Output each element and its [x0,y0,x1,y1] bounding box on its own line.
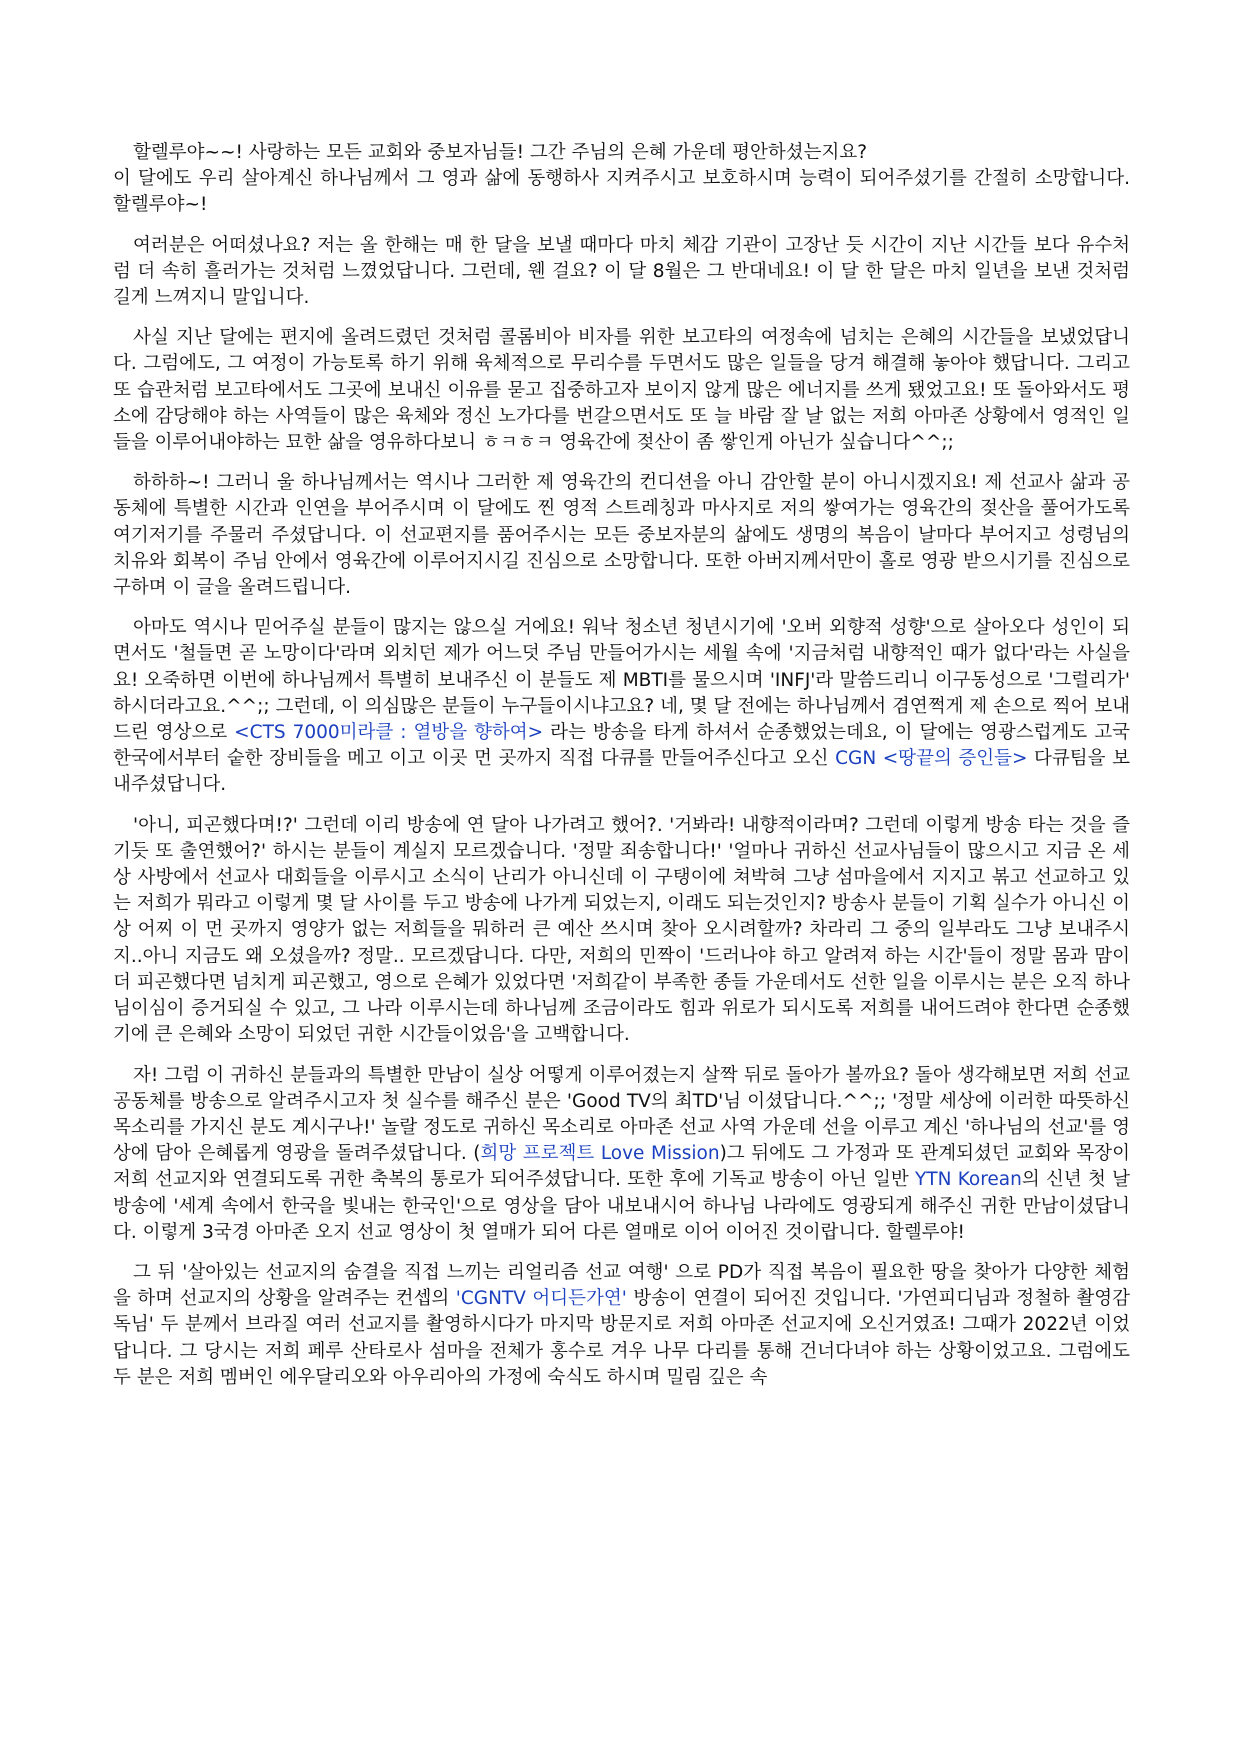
greeting-line-2: 이 달에도 우리 살아계신 하나님께서 그 영과 삶에 동행하사 지켜주시고 보호하시며 능력이 되어주셨기를 간절히 소망합니다. 할렐루야~! [113,168,1130,216]
paragraph-condition [113,470,1130,601]
paragraph-text: 아마도 역시나 믿어주실 분들이 많지는 않으실 거에요! 워낙 청소년 청년시기에 '오버 외향적 성향'으로 살아오다 성인이 되면서도 '철들면 곧 노망이다'라며 외치던 제가 어느덧 주님 만들어가시는 세월 속에 '지금처럼 내향적인 때가 없다'라는 사실을요! 오죽하면 이번에 하나님께서 특별히 보내주신 이 분들도 제 MBTI를 물으시며 'INFJ'라 말씀드리니 이구동성으로 '그럴리가' 하시더라고요.^^;; 그런데, 이 의심많은 분들이 누구들이시냐고요? 네, 몇 달 전에는 하나님께서 겸연쩍게 제 손으로 찍어 보내드린 영상으로 [113,617,1130,744]
ytn-korean-link[interactable]: YTN Korean [915,1169,1022,1191]
cgntv-anywhere-link[interactable]: 'CGNTV 어디든가연' [455,1288,627,1310]
paragraph-cgntv [113,1260,1130,1391]
cts-miracle-link[interactable]: <CTS 7000미라클 : 열방을 향하여> [234,722,544,744]
paragraph-text: 다큐팀을 보내주셨답니다. [113,748,1130,796]
paragraph-tired [113,813,1130,1049]
paragraph-media [113,615,1130,798]
paragraph-text: 방송이 연결이 되어진 것입니다. '가연피디님과 정철하 촬영감독님' 두 분께서 브라질 여러 선교지를 촬영하시다가 마지막 방문지로 저희 아마존 선교지에 오신거였죠! 그때가 2022년 이었답니다. 그 당시는 저희 페루 산타로사 섬마을 전체가 홍수로 겨우 나무 다리를 통해 건너다녀야 하는 상황이었고요. 그럼에도 두 분은 저희 멤버인 에우달리오와 아우리아의 가정에 숙식도 하시며 밀림 깊은 속 [113,1288,1130,1388]
paragraph-text: 자! 그럼 이 귀하신 분들과의 특별한 만남이 실상 어떻게 이루어졌는지 살짝 뒤로 돌아가 볼까요? 돌아 생각해보면 저희 선교 공동체를 방송으로 알려주시고자 첫 실수를 해주신 분은 'Good TV의 최TD'님 이셨답니다.^^;; '정말 세상에 이러한 따뜻하신 목소리를 가지신 분도 계시구나!' 놀랄 정도로 귀하신 목소리로 아마존 선교 사역 가운데 선을 이루고 계신 '하나님의 선교'를 영상에 담아 은혜롭게 영광을 돌려주셨답니다. ( [113,1064,1130,1165]
paragraph-text: 하하하~! 그러니 울 하나님께서는 역시나 그러한 제 영육간의 컨디션을 아니 감안할 분이 아니시겠지요! 제 선교사 삶과 공동체에 특별한 시간과 인연을 부어주시며 이 달에도 찐 영적 스트레칭과 마사지로 저의 쌓여가는 영육간의 젖산을 풀어가도록 여기저기를 주물러 주셨답니다. 이 선교편지를 품어주시는 모든 중보자분의 삶에도 생명의 복음이 날마다 부어지고 성령님의 치유와 회복이 주님 안에서 영육간에 이루어지시길 진심으로 소망합니다. 또한 아버지께서만이 홀로 영광 받으시기를 진심으로 구하며 이 글을 올려드립니다. [113,472,1130,599]
paragraph-text: 사실 지난 달에는 편지에 올려드렸던 것처럼 콜롬비아 비자를 위한 보고타의 여정속에 넘치는 은혜의 시간들을 보냈었답니다. 그럼에도, 그 여정이 가능토록 하기 위해 육체적으로 무리수를 두면서도 많은 일들을 당겨 해결해 놓아야 했답니다. 그리고 또 습관처럼 보고타에서도 그곳에 보내신 이유를 묻고 집중하고자 보이지 않게 많은 에너지를 쓰게 됐었고요! 또 돌아와서도 평소에 감당해야 하는 사역들이 많은 육체와 정신 노가다를 번갈으면서도 또 늘 바람 잘 날 없는 저희 아마존 상황에서 영적인 일들을 이루어내야하는 묘한 삶을 영유하다보니 ㅎㅋㅎㅋ 영육간에 젖산이 좀 쌓인게 아닌가 싶습니다^^;; [113,327,1130,454]
paragraph-text: 그 뒤 '살아있는 선교지의 숨결을 직접 느끼는 리얼리즘 선교 여행' 으로 PD가 직접 복음이 필요한 땅을 찾아가 다양한 체험을 하며 선교지의 상황을 알려주는 컨셉의 [113,1261,1130,1310]
paragraph-text: )그 뒤에도 그 가정과 또 관계되셨던 교회와 목장이 저희 선교지와 연결되도록 귀한 축복의 통로가 되어주셨답니다. 또한 후에 기독교 방송이 아닌 일반 [113,1143,1131,1191]
paragraph-text: 의 신년 첫 날 방송에 '세계 속에서 한국을 빛내는 한국인'으로 영상을 담아 내보내시어 하나님 나라에도 영광되게 해주신 귀한 만남이셨답니다. 이렇게 3국경 아마존 오지 선교 영상이 첫 열매가 되어 다른 열매로 이어 이어진 것이랍니다. 할렐루야! [113,1169,1130,1243]
paragraph-goodtv [113,1063,1130,1246]
paragraph-colombia [113,325,1130,456]
greeting-line-1: 할렐루야~~! 사랑하는 모든 교회와 중보자님들! 그간 주님의 은혜 가운데 평안하셨는지요? [133,142,868,163]
paragraph-greeting [113,140,1130,219]
cgn-witnesses-link[interactable]: CGN <땅끝의 증인들> [835,748,1028,770]
paragraph-text: '아니, 피곤했다며!?' 그런데 이리 방송에 연 달아 나가려고 했어?. '거봐라! 내향적이라며? 그런데 이렇게 방송 타는 것을 즐기듯 또 출연했어?' 하시는 분들이 계실지 모르겠습니다. '정말 죄송합니다!' '얼마나 귀하신 선교사님들이 많으시고 지금 온 세상 사방에서 선교사 대회들을 이루시고 소식이 난리가 아니신데 이 구탱이에 쳐박혀 그냥 섬마을에서 지지고 볶고 선교하고 있는 저희가 뭐라고 이렇게 몇 달 사이를 두고 방송에 나가게 되었는지, 이래도 되는것인지? 방송사 분들이 기획 실수가 아니신 이상 어찌 이 먼 곳까지 영양가 없는 저희들을 뭐하러 큰 예산 쓰시며 찾아 오시려할까? 차라리 그 중의 일부라도 그냥 보내주시지..아니 지금도 왜 오셨을까? 정말.. 모르겠답니다. 다만, 저희의 민짝이 '드러나야 하고 알려져 하는 시간'들이 정말 몸과 맘이 더 피곤했다면 넘치게 피곤했고, 영으로 은혜가 있었다면 '저희같이 부족한 종들 가운데서도 선한 일을 이루시는 분은 오직 하나님이심이 증거되실 수 있고, 그 나라 이루시는데 하나님께 조금이라도 힘과 위로가 되시도록 저희를 내어드려야 한다면 순종했기에 큰 은혜와 소망이 되었던 귀한 시간들이었음'을 고백합니다. [113,814,1130,1046]
letter-body [113,140,1130,1405]
paragraph-text: 라는 방송을 타게 하셔서 순종했었는데요, 이 달에는 영광스럽게도 고국 한국에서부터 숱한 장비들을 메고 이고 이곳 먼 곳까지 직접 다큐를 만들어주신다고 오신 [113,722,1130,770]
love-mission-link[interactable]: 희망 프로젝트 Love Mission [480,1143,720,1165]
paragraph-text: 여러분은 어떠셨나요? 저는 올 한해는 매 한 달을 보낼 때마다 마치 체감 기관이 고장난 듯 시간이 지난 시간들 보다 유수처럼 더 속히 흘러가는 것처럼 느꼈었답니다. 그런데, 웬 걸요? 이 달 8월은 그 반대네요! 이 달 한 달은 마치 일년을 보낸 것처럼 길게 느껴지니 말입니다. [113,234,1130,309]
paragraph-time [113,233,1130,312]
